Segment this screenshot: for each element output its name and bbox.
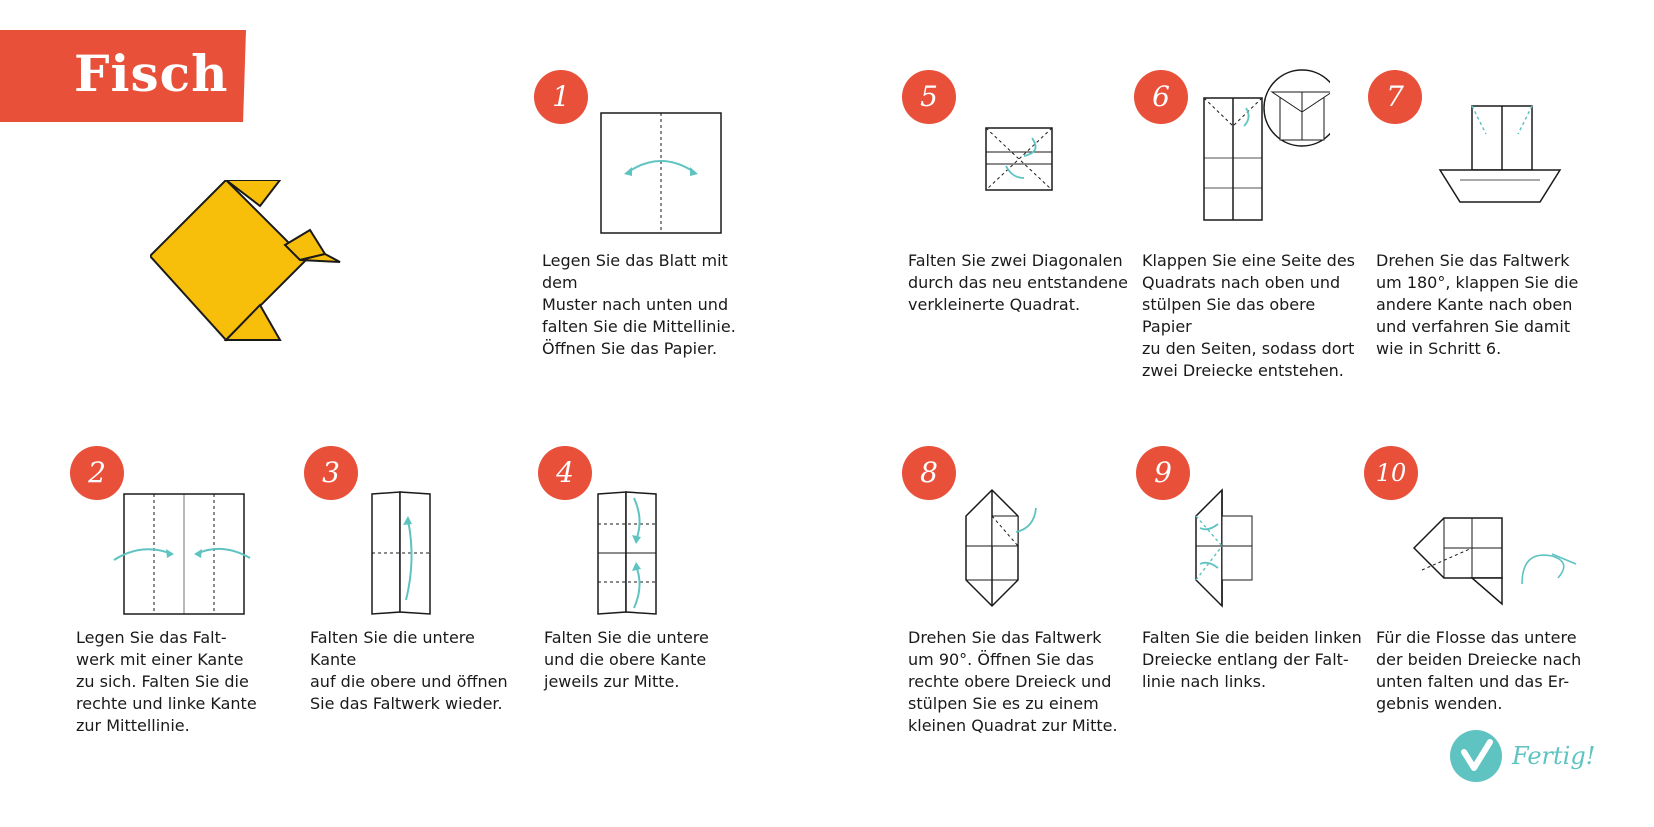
step-number-badge: 3: [304, 446, 358, 500]
step-7-diagram: [1436, 100, 1564, 206]
step-5-description: Falten Sie zwei Diagonalen durch das neu entstandene verkleinerte Quadrat.: [908, 251, 1128, 314]
step-6-description: Klappen Sie eine Seite des Quadrats nach oben und stülpen Sie das obere Papier zu den Seiten, sodass dort zwei Dreiecke entstehen.: [1142, 251, 1355, 380]
step-1-diagram: [600, 112, 722, 234]
check-icon: [1450, 730, 1502, 782]
step-3-description: Falten Sie die untere Kante auf die obere und öffnen Sie das Faltwerk wieder.: [310, 628, 508, 713]
step-2-description: Legen Sie das Falt- werk mit einer Kante zu sich. Falten Sie die rechte und linke Kante zur Mittellinie.: [76, 628, 257, 735]
step-number-badge: 5: [902, 70, 956, 124]
step-2-diagram: [112, 492, 252, 616]
step-6-diagram: [1200, 68, 1330, 224]
step-8-description: Drehen Sie das Faltwerk um 90°. Öffnen Sie das rechte obere Dreieck und stülpen Sie es zu einem kleinen Quadrat zur Mitte.: [908, 628, 1118, 735]
step-1-description: Legen Sie das Blatt mit dem Muster nach unten und falten Sie die Mittellinie. Öffnen Sie das Papier.: [542, 251, 736, 358]
step-4-diagram: [594, 490, 660, 616]
step-number-badge: 1: [534, 70, 588, 124]
fish-illustration: [150, 180, 350, 350]
step-number-badge: 6: [1134, 70, 1188, 124]
page-title: Fisch: [74, 44, 229, 103]
step-number-badge: 10: [1364, 446, 1418, 500]
step-number-badge: 7: [1368, 70, 1422, 124]
step-9-description: Falten Sie die beiden linken Dreiecke entlang der Falt- linie nach links.: [1142, 628, 1362, 691]
step-9-diagram: [1192, 488, 1272, 612]
step-number-badge: 4: [538, 446, 592, 500]
step-number-badge: 9: [1136, 446, 1190, 500]
done-label: Fertig!: [1512, 742, 1596, 770]
step-7-description: Drehen Sie das Faltwerk um 180°, klappen Sie die andere Kante nach oben und verfahren Sie damit wie in Schritt 6.: [1376, 251, 1579, 358]
step-5-diagram: [984, 126, 1054, 192]
step-4-description: Falten Sie die untere und die obere Kante jeweils zur Mitte.: [544, 628, 709, 691]
step-10-description: Für die Flosse das untere der beiden Dreiecke nach unten falten und das Er- gebnis wenden.: [1376, 628, 1582, 713]
step-8-diagram: [962, 488, 1042, 612]
step-number-badge: 8: [902, 446, 956, 500]
step-10-diagram: [1412, 514, 1582, 614]
step-3-diagram: [368, 490, 434, 616]
step-number-badge: 2: [70, 446, 124, 500]
